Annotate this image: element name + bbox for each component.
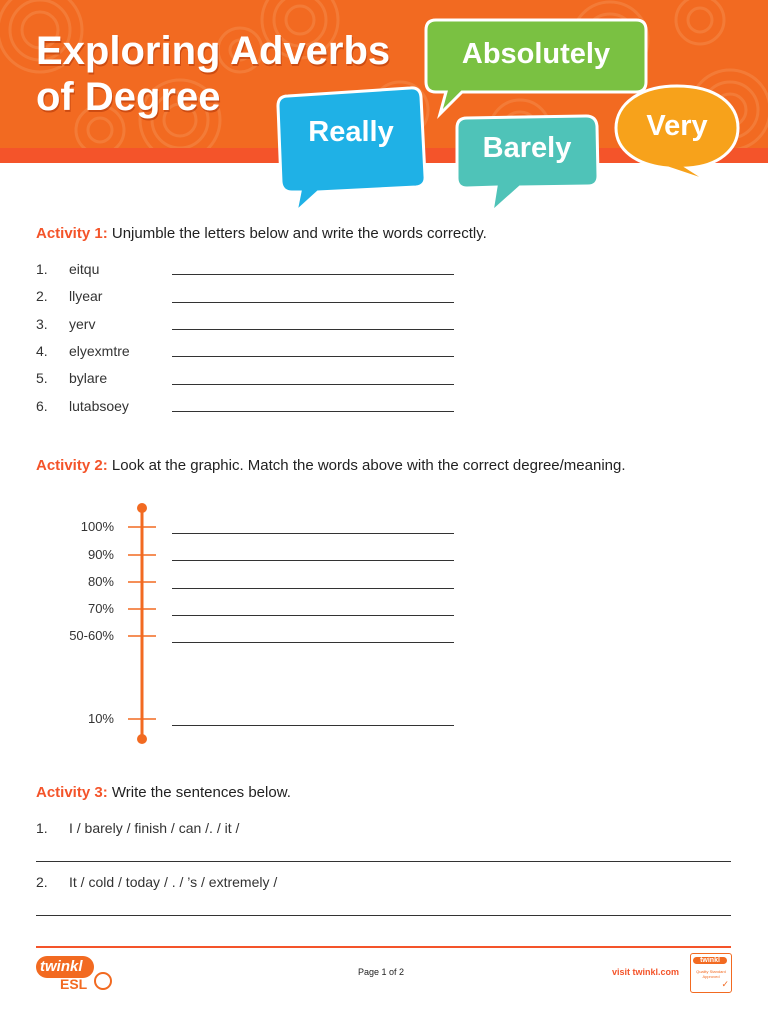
answer-line[interactable] — [172, 384, 454, 385]
answer-line[interactable] — [172, 533, 454, 534]
logo-sub-text: ESL — [60, 976, 88, 992]
page-number: Page 1 of 2 — [358, 967, 405, 977]
item-number: 2. — [36, 288, 48, 304]
item-number: 2. — [36, 874, 48, 890]
jumbled-word: bylare — [69, 370, 108, 386]
jumbled-word: llyear — [69, 288, 103, 304]
checkmark-icon: ✓ — [721, 979, 729, 989]
level-label: 70% — [87, 601, 114, 616]
bubble-absolutely: Absolutely — [461, 38, 611, 70]
degree-scale — [120, 500, 170, 750]
sentence-answer-line[interactable] — [36, 915, 731, 916]
activity-2-label: Activity 2: — [36, 457, 108, 474]
bubble-barely: Barely — [482, 132, 572, 164]
answer-line[interactable] — [172, 302, 454, 303]
sentence-prompt: I / barely / finish / can /. / it / — [69, 820, 240, 836]
item-number: 1. — [36, 261, 48, 277]
answer-line[interactable] — [172, 642, 454, 643]
item-number: 5. — [36, 370, 48, 386]
title-line-2: of Degree — [36, 75, 221, 119]
answer-line[interactable] — [172, 356, 454, 357]
answer-line[interactable] — [172, 588, 454, 589]
answer-line[interactable] — [172, 411, 454, 412]
quality-badge — [690, 953, 732, 993]
jumbled-word: eitqu — [69, 261, 100, 277]
answer-line[interactable] — [172, 274, 454, 275]
footer-divider — [36, 946, 731, 948]
activity-2-heading — [36, 457, 626, 474]
activity-2-instruction: Look at the graphic. Match the words above with the correct degree/meaning. — [111, 457, 626, 474]
smile-icon — [94, 972, 112, 990]
answer-line[interactable] — [172, 615, 454, 616]
level-label: 90% — [87, 547, 114, 562]
level-label: 10% — [87, 711, 114, 726]
sentence-answer-line[interactable] — [36, 861, 731, 862]
bubble-really-shape — [278, 88, 425, 212]
bubble-really: Really — [308, 116, 394, 148]
item-number: 4. — [36, 343, 48, 359]
jumbled-word: elyexmtre — [69, 343, 130, 359]
sentence-prompt: It / cold / today / . / ’s / extremely / — [69, 874, 278, 890]
level-label: 50-60% — [69, 628, 114, 643]
level-label: 100% — [80, 519, 114, 534]
twinkl-esl-logo — [36, 956, 116, 996]
activity-3-label: Activity 3: — [36, 784, 108, 801]
badge-brand: twinkl — [693, 957, 727, 964]
activity-1-label: Activity 1: — [36, 225, 108, 242]
bubble-very: Very — [646, 110, 708, 142]
title-line-1: Exploring Adverbs — [36, 29, 391, 73]
activity-1-instruction: Unjumble the letters below and write the words correctly. — [111, 225, 487, 242]
activity-3-instruction: Write the sentences below. — [111, 784, 291, 801]
answer-line[interactable] — [172, 560, 454, 561]
activity-3-heading — [36, 784, 291, 801]
activity-1-heading — [36, 225, 487, 242]
level-label: 80% — [87, 574, 114, 589]
item-number: 1. — [36, 820, 48, 836]
logo-main-text: twinkl — [40, 958, 83, 975]
jumbled-word: yerv — [69, 316, 96, 332]
badge-text: Quality Standard Approved — [696, 969, 726, 979]
answer-line[interactable] — [172, 329, 454, 330]
answer-line[interactable] — [172, 725, 454, 726]
visit-link[interactable]: visit twinkl.com — [612, 967, 680, 977]
item-number: 6. — [36, 398, 48, 414]
item-number: 3. — [36, 316, 48, 332]
jumbled-word: lutabsoey — [69, 398, 129, 414]
